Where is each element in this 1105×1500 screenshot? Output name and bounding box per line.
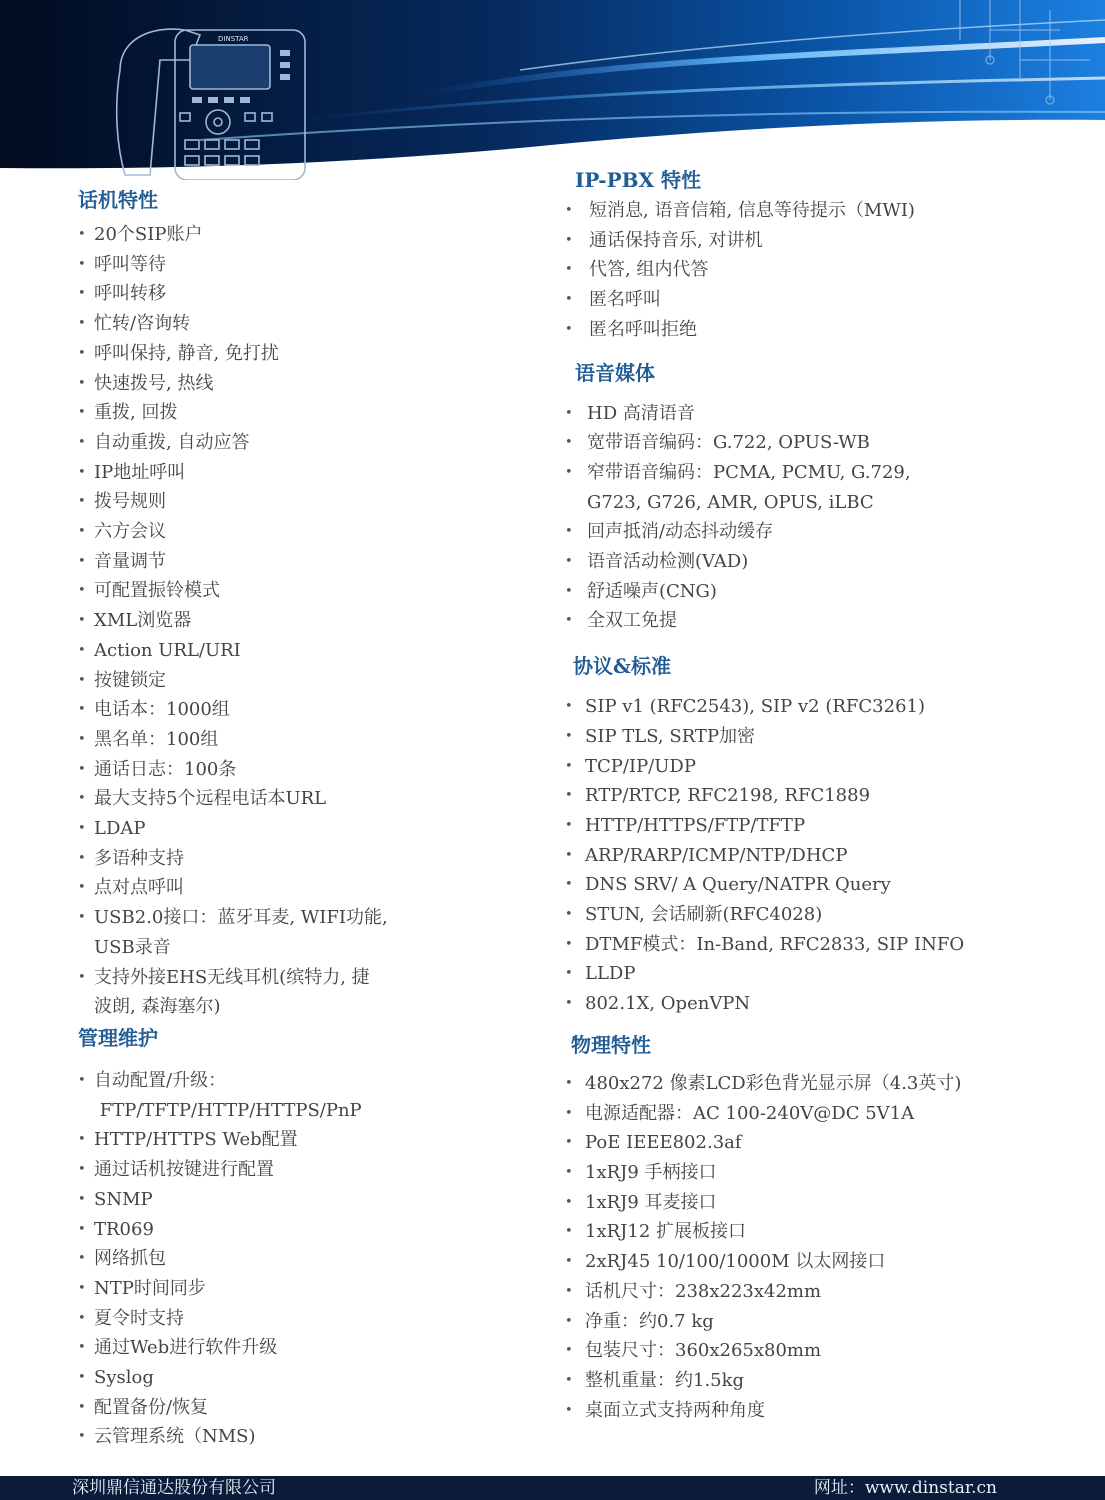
phone-features-list (78, 220, 538, 1022)
list-item: • 可配置振铃模式 (78, 576, 538, 606)
list-item: • 全双工免提 (565, 606, 1085, 636)
list-item: • 黑名单：100组 (78, 725, 538, 755)
list-item: • 呼叫转移 (78, 279, 538, 309)
list-item: • 2xRJ45 10/100/1000M 以太网接口 (565, 1247, 1085, 1277)
list-item: • 短消息, 语音信箱, 信息等待提示（MWI) (565, 196, 1085, 226)
list-item: • PoE IEEE802.3af (565, 1128, 1085, 1158)
list-item: • 话机尺寸：238x223x42mm (565, 1277, 1085, 1307)
list-item: • 1xRJ12 扩展板接口 (565, 1217, 1085, 1247)
list-item: • SIP TLS, SRTP加密 (565, 722, 1085, 752)
header-banner (0, 0, 1105, 180)
list-item: • 桌面立式支持两种角度 (565, 1396, 1085, 1426)
list-item: • USB2.0接口：蓝牙耳麦, WIFI功能, USB录音 (78, 903, 538, 962)
list-item: • TCP/IP/UDP (565, 752, 1085, 782)
list-item: • 舒适噪声(CNG) (565, 577, 1085, 607)
protocols-list (565, 692, 1085, 1019)
list-item: • 夏令时支持 (78, 1304, 538, 1334)
list-item: • 呼叫等待 (78, 250, 538, 280)
list-item: • 重拨, 回拨 (78, 398, 538, 428)
list-item: • HD 高清语音 (565, 399, 1085, 429)
list-item: • 点对点呼叫 (78, 873, 538, 903)
right-column (565, 166, 1085, 1425)
list-item: • RTP/RTCP, RFC2198, RFC1889 (565, 781, 1085, 811)
physical-list (565, 1069, 1085, 1425)
company-name: 深圳鼎信通达股份有限公司 (72, 1478, 276, 1498)
list-item: • DNS SRV/ A Query/NATPR Query (565, 870, 1085, 900)
management-list (78, 1066, 538, 1452)
list-item: • Action URL/URI (78, 636, 538, 666)
list-item: • 1xRJ9 手柄接口 (565, 1158, 1085, 1188)
list-item: • 通话保持音乐, 对讲机 (565, 226, 1085, 256)
list-item: • HTTP/HTTPS/FTP/TFTP (565, 811, 1085, 841)
voice-media-list (565, 399, 1085, 637)
list-item: • 云管理系统（NMS) (78, 1422, 538, 1452)
footer-bar (0, 1476, 1105, 1500)
list-item: • 窄带语音编码：PCMA, PCMU, G.729, G723, G726, AMR, OPUS, iLBC (565, 458, 1085, 517)
section-title-voice-media: 语音媒体 (575, 360, 655, 385)
list-item: • 匿名呼叫 (565, 285, 1085, 315)
list-item: • IP地址呼叫 (78, 458, 538, 488)
list-item: • 自动重拨, 自动应答 (78, 428, 538, 458)
list-item: • LLDP (565, 959, 1085, 989)
ippbx-list (565, 196, 1085, 345)
list-item: • 802.1X, OpenVPN (565, 989, 1085, 1019)
list-item: • 通话日志：100条 (78, 755, 538, 785)
list-item: • NTP时间同步 (78, 1274, 538, 1304)
list-item: • 代答, 组内代答 (565, 255, 1085, 285)
list-item: • LDAP (78, 814, 538, 844)
list-item: • 拨号规则 (78, 487, 538, 517)
list-item: • 语音活动检测(VAD) (565, 547, 1085, 577)
section-title-management: 管理维护 (78, 1025, 158, 1050)
list-item: • 整机重量：约1.5kg (565, 1366, 1085, 1396)
list-item: • 电话本：1000组 (78, 695, 538, 725)
list-item: • HTTP/HTTPS Web配置 (78, 1125, 538, 1155)
list-item: • 忙转/咨询转 (78, 309, 538, 339)
section-title-protocols: 协议&标准 (573, 654, 672, 679)
list-item: • 支持外接EHS无线耳机(缤特力, 捷 波朗, 森海塞尔) (78, 963, 538, 1022)
list-item: • 匿名呼叫拒绝 (565, 315, 1085, 345)
list-item: • STUN, 会话刷新(RFC4028) (565, 900, 1085, 930)
list-item: • SIP v1 (RFC2543), SIP v2 (RFC3261) (565, 692, 1085, 722)
list-item: • 电源适配器：AC 100-240V@DC 5V1A (565, 1099, 1085, 1129)
list-item: • 按键锁定 (78, 666, 538, 696)
list-item: • DTMF模式：In-Band, RFC2833, SIP INFO (565, 930, 1085, 960)
list-item: • 1xRJ9 耳麦接口 (565, 1188, 1085, 1218)
list-item: • 自动配置/升级： FTP/TFTP/HTTP/HTTPS/PnP (78, 1066, 538, 1125)
phone-brand-label: DINSTAR (218, 35, 249, 43)
list-item: • 480x272 像素LCD彩色背光显示屏（4.3英寸) (565, 1069, 1085, 1099)
list-item: • 最大支持5个远程电话本URL (78, 784, 538, 814)
list-item: • 六方会议 (78, 517, 538, 547)
list-item: • TR069 (78, 1215, 538, 1245)
list-item: • 通过话机按键进行配置 (78, 1155, 538, 1185)
list-item: • ARP/RARP/ICMP/NTP/DHCP (565, 841, 1085, 871)
list-item: • XML浏览器 (78, 606, 538, 636)
section-title-ippbx: IP-PBX 特性 (575, 168, 702, 192)
banner-graphic (0, 0, 1105, 180)
list-item: • 多语种支持 (78, 844, 538, 874)
list-item: • 网络抓包 (78, 1244, 538, 1274)
list-item: • 音量调节 (78, 547, 538, 577)
list-item: • 回声抵消/动态抖动缓存 (565, 517, 1085, 547)
list-item: • 净重：约0.7 kg (565, 1307, 1085, 1337)
list-item: • 包装尺寸：360x265x80mm (565, 1336, 1085, 1366)
section-title-physical: 物理特性 (571, 1032, 651, 1057)
list-item: • Syslog (78, 1363, 538, 1393)
list-item: • 配置备份/恢复 (78, 1393, 538, 1423)
left-column (78, 186, 538, 1452)
list-item: • 呼叫保持, 静音, 免打扰 (78, 339, 538, 369)
list-item: • 宽带语音编码：G.722, OPUS-WB (565, 428, 1085, 458)
website-link[interactable]: 网址：www.dinstar.cn (813, 1478, 997, 1498)
list-item: • 20个SIP账户 (78, 220, 538, 250)
list-item: • 快速拨号, 热线 (78, 369, 538, 399)
section-title-phone-features: 话机特性 (78, 188, 158, 212)
list-item: • 通过Web进行软件升级 (78, 1333, 538, 1363)
list-item: • SNMP (78, 1185, 538, 1215)
